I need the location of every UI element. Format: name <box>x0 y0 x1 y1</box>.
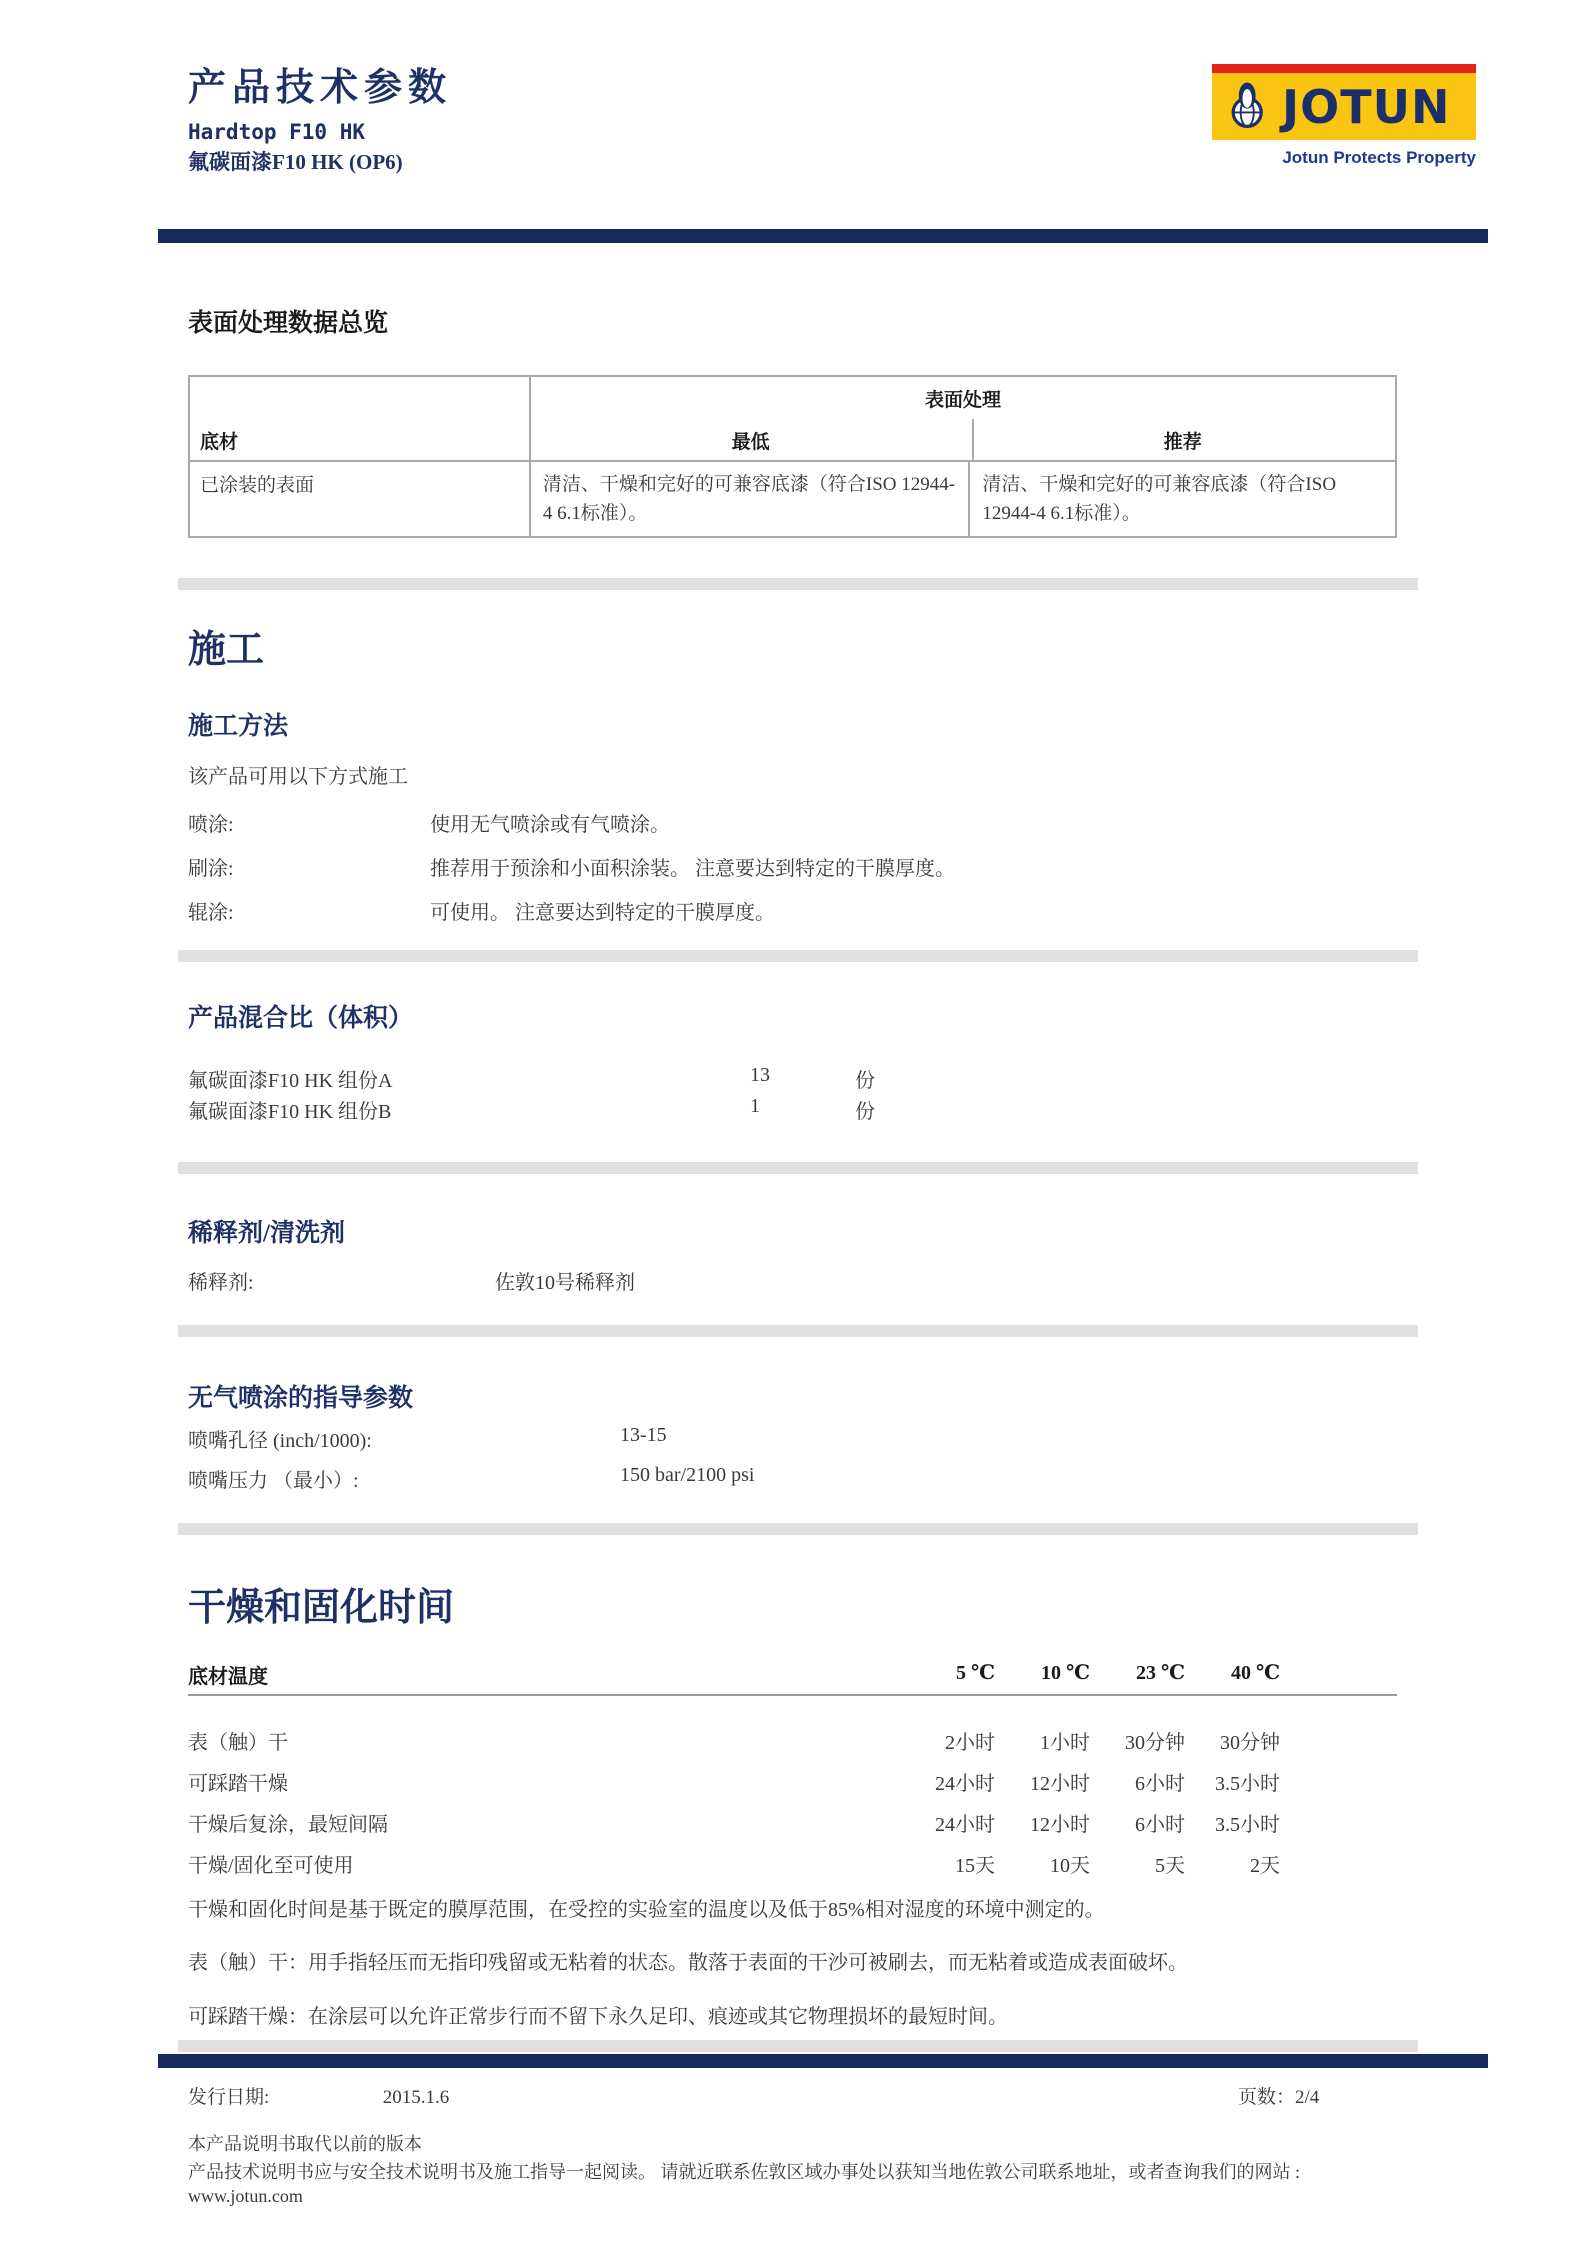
cell-substrate: 已涂装的表面 <box>190 462 531 536</box>
page-title: 产品技术参数 <box>188 67 453 109</box>
mixing-ratio-title: 产品混合比（体积） <box>188 1005 414 1032</box>
cell-recommended: 清洁、干燥和完好的可兼容底漆（符合ISO 12944-4 6.1标准）。 <box>982 474 1337 525</box>
logo-brand-text: JOTUN <box>1282 79 1451 134</box>
section-separator <box>178 578 1418 590</box>
header-column-divider <box>972 419 974 460</box>
drying-value: 12小时 <box>1030 1773 1090 1795</box>
footer-divider-bar <box>158 2054 1488 2068</box>
method-row-roller <box>188 896 775 925</box>
col-header-substrate: 底材 <box>190 377 531 460</box>
drying-value: 24小时 <box>935 1814 995 1836</box>
thinner-value: 佐敦10号稀释剂 <box>495 1272 635 1294</box>
drying-row-cured-for-service <box>188 1849 1397 1878</box>
header-divider-bar <box>158 229 1488 243</box>
drying-row-label: 干燥/固化至可使用 <box>188 1855 354 1877</box>
param-value: 150 bar/2100 psi <box>620 1464 755 1486</box>
drying-value: 30分钟 <box>1220 1732 1280 1754</box>
drying-note-walk-on: 可踩踏干燥：在涂层可以允许正常步行而不留下永久足印、痕迹或其它物理损坏的最短时间。 <box>188 2006 1008 2028</box>
airless-spray-title: 无气喷涂的指导参数 <box>188 1385 414 1412</box>
thinner-label: 稀释剂: <box>188 1272 254 1294</box>
section-separator <box>178 1325 1418 1337</box>
drying-row-walk-on-dry <box>188 1767 1397 1796</box>
drying-note-touch-dry: 表（触）干：用手指轻压而无指印残留或无粘着的状态。散落于表面的干沙可被刷去，而无粘着或造成表面破坏。 <box>188 1952 1188 1974</box>
method-row-spray <box>188 808 670 837</box>
drying-value: 10天 <box>1050 1855 1090 1877</box>
method-row-brush <box>188 852 955 881</box>
drying-table-header <box>188 1660 1397 1689</box>
section-separator <box>178 950 1418 962</box>
nozzle-orifice-row <box>188 1424 667 1453</box>
component-label: 氟碳面漆F10 HK 组份A <box>188 1070 393 1092</box>
drying-row-label: 可踩踏干燥 <box>188 1773 288 1795</box>
footer-website: www.jotun.com <box>188 2186 303 2206</box>
jotun-logo-box <box>1212 64 1476 140</box>
page-number: 页数：2/4 <box>1238 2087 1320 2108</box>
product-name-en: Hardtop F10 HK <box>188 120 366 144</box>
param-label: 喷嘴孔径 (inch/1000): <box>188 1430 372 1452</box>
component-unit: 份 <box>855 1070 875 1092</box>
drying-note-conditions: 干燥和固化时间是基于既定的膜厚范围，在受控的实验室的温度以及低于85%相对湿度的环境中测定的。 <box>188 1899 1105 1921</box>
drying-row-overcoat-interval <box>188 1808 1397 1837</box>
component-value: 1 <box>750 1095 760 1117</box>
drying-value: 15天 <box>955 1855 995 1877</box>
method-label: 喷涂: <box>188 814 234 836</box>
footer-issue-row <box>188 2082 1397 2109</box>
drying-value: 24小时 <box>935 1773 995 1795</box>
drying-value: 1小时 <box>1040 1732 1090 1754</box>
drying-value: 3.5小时 <box>1215 1814 1280 1836</box>
drying-value: 6小时 <box>1135 1773 1185 1795</box>
drying-value: 3.5小时 <box>1215 1773 1280 1795</box>
drying-value: 2天 <box>1250 1855 1280 1877</box>
logo-tagline: Jotun Protects Property <box>1282 148 1476 167</box>
application-intro: 该产品可用以下方式施工 <box>188 766 408 788</box>
col-header-recommended: 推荐 <box>1163 432 1202 453</box>
method-value: 推荐用于预涂和小面积涂装。 注意要达到特定的干膜厚度。 <box>430 858 955 880</box>
method-value: 使用无气喷涂或有气喷涂。 <box>430 814 670 836</box>
drying-row-label: 表（触）干 <box>188 1732 288 1754</box>
drying-value: 5天 <box>1155 1855 1185 1877</box>
surface-prep-table <box>188 375 1397 538</box>
drying-row-touch-dry <box>188 1726 1397 1755</box>
method-label: 辊涂: <box>188 902 234 924</box>
component-unit: 份 <box>855 1101 875 1123</box>
drying-value: 30分钟 <box>1125 1732 1185 1754</box>
drying-section-title: 干燥和固化时间 <box>188 1587 455 1629</box>
mixing-row-b <box>188 1095 875 1124</box>
drying-row-label: 干燥后复涂，最短间隔 <box>188 1814 388 1836</box>
nozzle-pressure-row <box>188 1464 754 1493</box>
surface-prep-section-title: 表面处理数据总览 <box>188 310 389 337</box>
col-group-header-surface-prep: 表面处理 <box>924 390 1001 411</box>
col-header-minimum: 最低 <box>731 432 770 453</box>
drying-table-rule <box>188 1694 1397 1696</box>
jotun-logo <box>1212 64 1476 168</box>
param-label: 喷嘴压力 （最小）: <box>188 1470 359 1492</box>
section-separator <box>178 1162 1418 1174</box>
method-label: 刷涂: <box>188 858 234 880</box>
table-row <box>190 462 1395 536</box>
drying-value: 12小时 <box>1030 1814 1090 1836</box>
param-value: 13-15 <box>620 1424 667 1446</box>
temp-col-5c: 5 ℃ <box>956 1662 995 1684</box>
thinner-title: 稀释剂/清洗剂 <box>188 1220 345 1247</box>
issue-date-value: 2015.1.6 <box>382 2087 450 2108</box>
drying-value: 6小时 <box>1135 1814 1185 1836</box>
footer-note-supersedes: 本产品说明书取代以前的版本 <box>188 2134 422 2154</box>
application-section-title: 施工 <box>188 629 265 671</box>
application-methods-title: 施工方法 <box>188 713 289 740</box>
issue-date-label: 发行日期: <box>188 2087 270 2108</box>
mixing-row-a <box>188 1064 875 1093</box>
substrate-temp-label: 底材温度 <box>188 1666 268 1688</box>
penguin-globe-icon <box>1222 76 1278 137</box>
drying-value: 2小时 <box>945 1732 995 1754</box>
method-value: 可使用。 注意要达到特定的干膜厚度。 <box>430 902 775 924</box>
product-name-cn: 氟碳面漆F10 HK (OP6) <box>188 150 403 174</box>
section-separator <box>178 2040 1418 2052</box>
temp-col-23c: 23 ℃ <box>1136 1662 1185 1684</box>
cell-minimum: 清洁、干燥和完好的可兼容底漆（符合ISO 12944-4 6.1标准）。 <box>531 462 971 536</box>
logo-red-strip <box>1212 64 1476 73</box>
component-value: 13 <box>750 1064 770 1086</box>
thinner-row <box>188 1266 635 1295</box>
temp-col-10c: 10 ℃ <box>1041 1662 1090 1684</box>
footer-note-read-with: 产品技术说明书应与安全技术说明书及施工指导一起阅读。 请就近联系佐敦区域办事处以获知当地佐敦公司联系地址，或者查询我们的网站 : <box>188 2162 1300 2182</box>
temp-col-40c: 40 ℃ <box>1231 1662 1280 1684</box>
component-label: 氟碳面漆F10 HK 组份B <box>188 1101 392 1123</box>
section-separator <box>178 1523 1418 1535</box>
